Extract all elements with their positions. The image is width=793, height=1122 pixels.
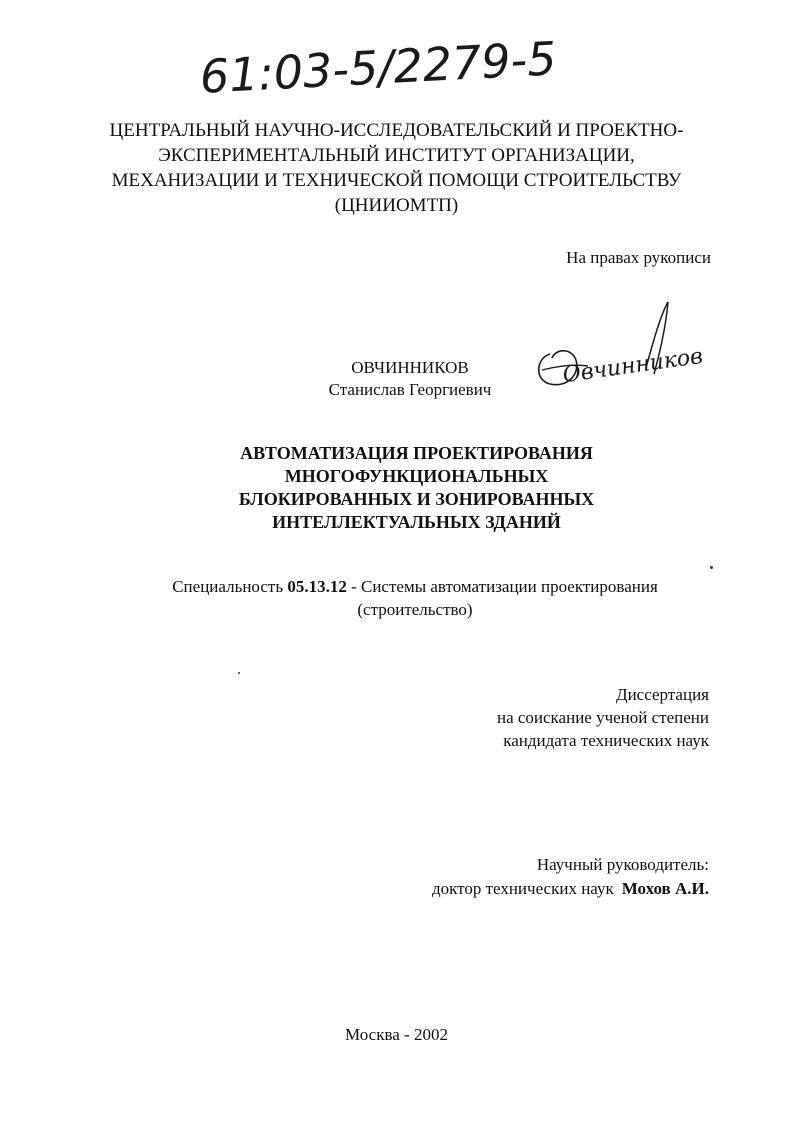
institute-line: ЭКСПЕРИМЕНТАЛЬНЫЙ ИНСТИТУТ ОРГАНИЗАЦИИ, bbox=[158, 145, 635, 166]
archive-number bbox=[198, 31, 558, 110]
institute-line: МЕХАНИЗАЦИИ И ТЕХНИЧЕСКОЙ ПОМОЩИ СТРОИТЕЛЬСТВУ bbox=[111, 170, 682, 191]
institute-line: ЦЕНТРАЛЬНЫЙ НАУЧНО-ИССЛЕДОВАТЕЛЬСКИЙ И ПРОЕКТНО- bbox=[109, 120, 684, 141]
degree-line: Диссертация bbox=[615, 685, 709, 704]
title-line: АВТОМАТИЗАЦИЯ ПРОЕКТИРОВАНИЯ bbox=[240, 443, 593, 463]
degree-line: на соискание ученой степени bbox=[496, 708, 709, 727]
title-line: БЛОКИРОВАННЫХ И ЗОНИРОВАННЫХ bbox=[238, 489, 595, 509]
specialty-line bbox=[100, 575, 730, 598]
archive-number-text: 61:03-5/2279-5 bbox=[198, 31, 558, 104]
city-year: Москва - 2002 bbox=[345, 1025, 448, 1044]
title-line: МНОГОФУНКЦИОНАЛЬНЫХ bbox=[284, 466, 549, 486]
author bbox=[300, 357, 520, 401]
signature-drawing bbox=[528, 296, 705, 396]
supervisor-line bbox=[432, 877, 709, 901]
degree-line: кандидата технических наук bbox=[503, 731, 709, 750]
specialty-field: (строительство) bbox=[357, 600, 473, 619]
supervisor-name: Мохов А.И. bbox=[621, 879, 709, 898]
supervisor bbox=[432, 853, 709, 901]
author-given-names: Станислав Георгиевич bbox=[328, 380, 492, 399]
supervisor-label: Научный руководитель: bbox=[536, 855, 709, 874]
signature-text: Овчинников bbox=[561, 343, 705, 389]
specialty bbox=[100, 575, 730, 621]
supervisor-rank: доктор технических наук bbox=[431, 879, 614, 898]
specialty-code: 05.13.12 bbox=[287, 577, 347, 596]
manuscript-rights: На правах рукописи bbox=[566, 248, 711, 267]
institute-name bbox=[90, 118, 703, 218]
author-surname: ОВЧИННИКОВ bbox=[351, 358, 469, 377]
degree-statement bbox=[497, 683, 709, 752]
institute-abbreviation: (ЦНИИОМТП) bbox=[334, 195, 459, 216]
signature bbox=[528, 296, 705, 396]
scan-speck bbox=[238, 672, 240, 674]
dissertation-title bbox=[160, 442, 673, 534]
specialty-prefix: Специальность bbox=[172, 577, 288, 596]
scan-speck bbox=[710, 566, 713, 569]
title-line: ИНТЕЛЛЕКТУАЛЬНЫХ ЗДАНИЙ bbox=[272, 512, 561, 532]
archive-number-handwriting bbox=[198, 31, 558, 110]
specialty-description: - Системы автоматизации проектирования bbox=[346, 577, 658, 596]
